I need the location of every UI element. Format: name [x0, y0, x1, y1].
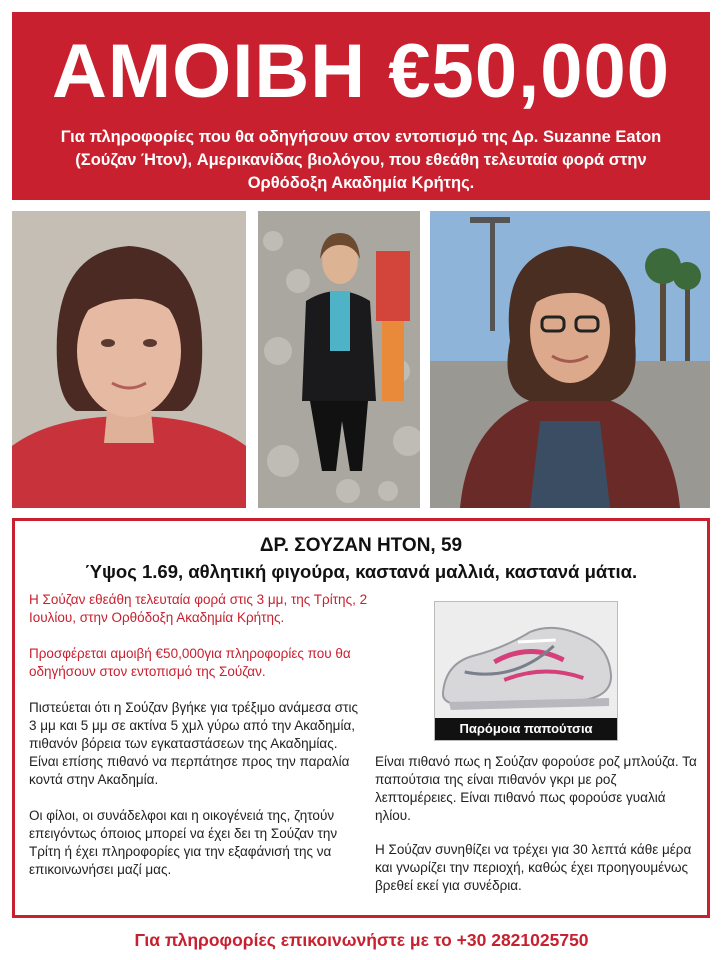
contact-footer: Για πληροφορίες επικοινωνήστε με το +30 2821025750 — [134, 930, 589, 950]
reward-banner — [12, 12, 710, 200]
appeal-text: Οι φίλοι, οι συνάδελφοι και η οικογένειά της, ζητούν επειγόντως όποιος μπορεί να έχει δει τη Σούζαν την Τρίτη ή έχει πληροφορίες για την εξαφάνισή της να επικοινωνήσει μαζί μας. — [29, 808, 338, 877]
outdoor-photo — [258, 211, 420, 508]
person-description: Ύψος 1.69, αθλητική φιγούρα, καστανά μαλλιά, καστανά μάτια. — [84, 561, 638, 582]
reward-title: ΑΜΟΙΒΗ €50,000 — [51, 29, 671, 114]
info-panel — [12, 518, 710, 918]
portrait-photo — [12, 211, 246, 508]
last-seen-text: Η Σούζαν εθεάθη τελευταία φορά στις 3 μμ, της Τρίτης, 2 Ιουλίου, στην Ορθόδοξη Ακαδημία Κρήτης. — [29, 592, 368, 625]
clothing-text: Είναι πιθανό πως η Σούζαν φορούσε ροζ μπλούζα. Τα παπούτσια της είναι πιθανόν γκρι με ροζ λεπτομέρειες. Είναι πιθανό πως φορούσε γυαλιά ηλίου. — [375, 754, 697, 823]
reward-subtitle: Για πληροφορίες που θα οδηγήσουν στον εντοπισμό της Δρ. Suzanne Eaton (Σούζαν Ήτον), Αμερικανίδας βιολόγου, που εθεάθη τελευταία φορά στην Ορθόδοξη Ακαδημία Κρήτης. — [60, 128, 662, 192]
person-name: ΔΡ. ΣΟΥΖΑΝ ΗΤΟΝ, 59 — [259, 535, 463, 556]
habits-text: Η Σούζαν συνηθίζει να τρέχει για 30 λεπτά κάθε μέρα και γνωρίζει την περιοχή, καθώς έχει προηγουμένως βρεθεί εκεί για συνέδρια. — [375, 842, 692, 893]
street-photo — [430, 211, 710, 508]
shoe-caption: Παρόμοια παπούτσια — [435, 718, 617, 740]
running-text: Πιστεύεται ότι η Σούζαν βγήκε για τρέξιμο ανάμεσα στις 3 μμ και 5 μμ σε ακτίνα 5 χμλ γύρω από την Ακαδημία, πιθανόν βόρεια των εγκαταστάσεων της Ακαδημίας. Είναι επίσης πιθανό να περπάτησε προς την παραλία κοντά στην Ακαδημία. — [29, 700, 358, 787]
right-column — [375, 753, 700, 911]
shoe-image — [434, 601, 618, 741]
left-column — [29, 591, 369, 897]
reward-text: Προσφέρεται αμοιβή €50,000για πληροφορίες που θα οδηγήσουν στον εντοπισμό της Σούζαν. — [29, 646, 351, 679]
